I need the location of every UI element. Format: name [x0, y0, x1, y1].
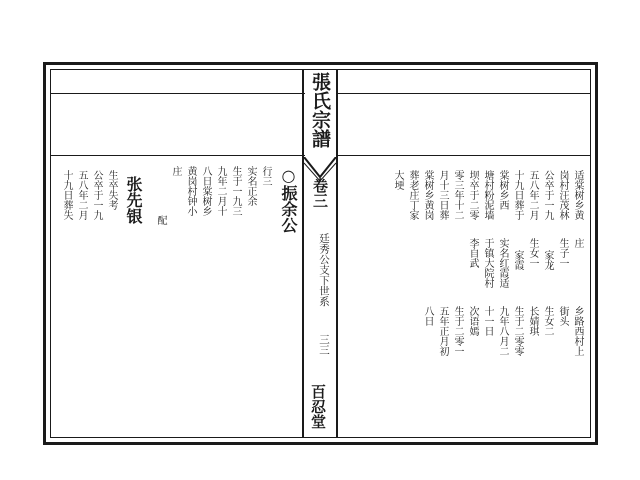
text-column: 十九日葬于: [512, 170, 523, 220]
text-column: 五八年二月: [76, 170, 87, 220]
text-column: 生女二: [542, 306, 553, 336]
text-column: 零三年十二: [452, 170, 463, 220]
page-number: 三三: [318, 334, 330, 355]
text-column: 实名正余: [245, 166, 256, 206]
text-column: 公卒于一九: [91, 170, 102, 220]
text-column: 公卒于一九: [542, 170, 553, 220]
text-column: 岗村汪茂林: [557, 170, 568, 220]
text-column: 五八年二月: [527, 170, 538, 220]
text-column: 街头: [557, 306, 568, 326]
text-column: 适棠树乡黄: [572, 170, 583, 220]
text-column: 葬老庄丁家: [407, 170, 418, 220]
text-column: 五年正月初: [437, 306, 448, 356]
divider-mid-right: [338, 155, 590, 156]
text-column: 行三: [260, 166, 271, 186]
text-column: 八日: [422, 306, 433, 326]
text-column: 生子一: [557, 238, 568, 268]
text-column: 塘村粉泥墙: [482, 170, 493, 220]
text-column: 实名红霞适: [497, 238, 508, 288]
person-name-xianyin: 张先银: [124, 176, 143, 224]
text-column: 乡路西村上: [572, 306, 583, 356]
branch-label: 廷秀公支下世系: [318, 233, 330, 307]
text-column: 于镇大院村: [482, 238, 493, 288]
text-column: 生于一九三: [230, 166, 241, 216]
text-column: 棠树乡黄岗: [422, 170, 433, 220]
text-column: 家霞: [512, 250, 523, 270]
divider-mid-left: [51, 155, 305, 156]
text-column: 家龙: [542, 250, 553, 270]
text-column: 十一日: [482, 306, 493, 336]
hall-name: 百忍堂: [309, 384, 327, 429]
text-column: 次语嫣: [467, 306, 478, 336]
text-column: 长婧琪: [527, 306, 538, 336]
text-column: 九年八月二: [497, 306, 508, 356]
text-column: 生卒失考: [106, 170, 117, 210]
person-name-zhenyu: ○振余公: [279, 166, 298, 233]
text-column: 坝卒于二零: [467, 170, 478, 220]
text-column: 九年二月十: [215, 166, 226, 216]
divider-top-left: [51, 93, 305, 94]
text-column: 月十三日葬: [437, 170, 448, 220]
text-column: 黄岗村钟小: [185, 166, 196, 216]
text-column: 生于二零一: [452, 306, 463, 356]
spouse-label: 配: [155, 215, 166, 225]
text-column: 十九日葬失: [61, 170, 72, 220]
volume-label: 卷三: [311, 178, 329, 208]
text-column: 生于二零零: [512, 306, 523, 356]
text-column: 庄: [170, 166, 181, 176]
genealogy-title: 張氏宗譜: [309, 72, 331, 148]
text-column: 庄: [572, 238, 583, 248]
text-column: 棠树乡西: [497, 170, 508, 210]
text-column: 八日棠树乡: [200, 166, 211, 216]
text-column: 大埂: [392, 170, 403, 190]
text-column: 李自武: [467, 238, 478, 268]
divider-top-right: [338, 93, 590, 94]
text-column: 生女一: [527, 238, 538, 268]
